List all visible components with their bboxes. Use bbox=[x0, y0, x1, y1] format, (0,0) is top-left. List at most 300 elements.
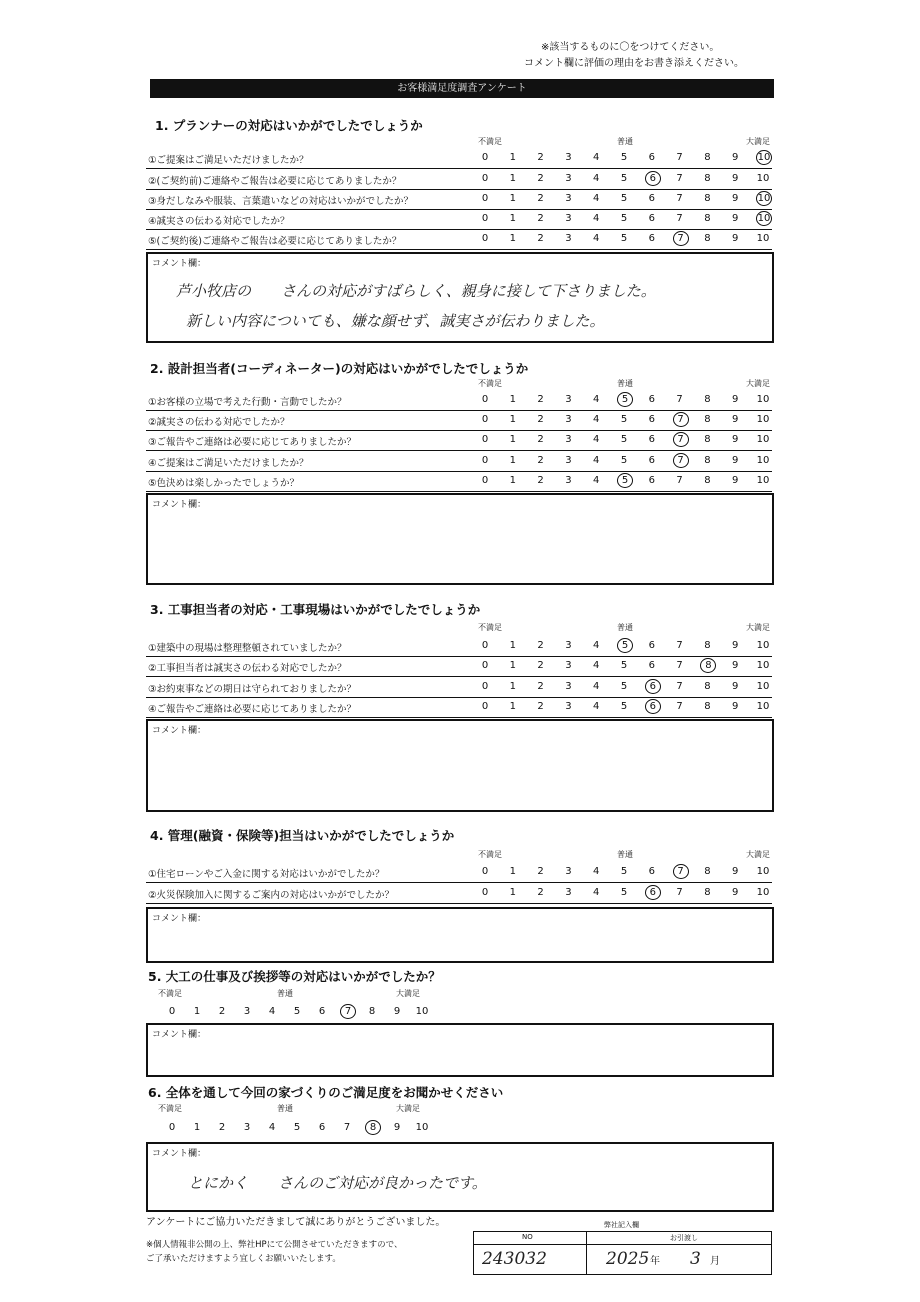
rating-option[interactable]: 6 bbox=[648, 414, 655, 425]
rating-option[interactable]: 1 bbox=[509, 173, 516, 184]
rating-option[interactable]: 8 bbox=[704, 394, 711, 405]
privacy-note-2: ご了承いただけますよう宜しくお願いいたします。 bbox=[146, 1254, 341, 1264]
rating-option[interactable]: 10 bbox=[756, 681, 770, 692]
rating-option[interactable]: 4 bbox=[593, 233, 600, 244]
rating-option[interactable]: 10 bbox=[756, 414, 770, 425]
scale-mid: 普通 bbox=[617, 379, 633, 388]
rating-option[interactable]: 10 bbox=[756, 701, 770, 712]
rating-option[interactable]: 1 bbox=[509, 640, 516, 651]
rating-option[interactable]: 8 bbox=[704, 193, 711, 204]
rating-option[interactable]: 6 bbox=[648, 660, 655, 671]
rating-option[interactable]: 5 bbox=[620, 887, 628, 898]
rating-option[interactable]: 0 bbox=[481, 233, 489, 244]
scale-low: 不満足 bbox=[478, 137, 502, 146]
rating-option-selected[interactable]: 7 bbox=[673, 864, 689, 879]
rating-option-selected[interactable]: 10 bbox=[757, 193, 771, 204]
s2-q2 bbox=[146, 410, 772, 431]
rating-scale[interactable] bbox=[478, 193, 778, 207]
rating-option[interactable]: 8 bbox=[368, 1006, 376, 1017]
scale-low: 不満足 bbox=[478, 379, 502, 388]
rating-option[interactable]: 4 bbox=[593, 681, 600, 692]
rating-option[interactable]: 7 bbox=[676, 701, 683, 712]
section-1-scale bbox=[478, 136, 778, 148]
question-text: ⑤色決めは楽しかったでしょうか？ bbox=[148, 478, 300, 489]
rating-option[interactable]: 10 bbox=[415, 1122, 429, 1133]
rating-option[interactable]: 0 bbox=[481, 414, 489, 425]
question-text: ①建築中の現場は整理整頓されていましたか？ bbox=[148, 643, 347, 654]
scale-high: 大満足 bbox=[396, 989, 420, 998]
scale-high: 大満足 bbox=[746, 623, 770, 632]
rating-option[interactable]: 5 bbox=[620, 660, 628, 671]
rating-option[interactable]: 7 bbox=[676, 394, 683, 405]
rating-option[interactable]: 3 bbox=[565, 414, 572, 425]
rating-option[interactable]: 6 bbox=[318, 1006, 326, 1017]
handover-label: お引渡し bbox=[670, 1234, 698, 1242]
rating-option[interactable]: 9 bbox=[393, 1122, 401, 1133]
rating-option[interactable]: 7 bbox=[676, 213, 683, 224]
rating-option[interactable]: 4 bbox=[268, 1006, 276, 1017]
rating-option[interactable]: 3 bbox=[565, 434, 572, 445]
comment-label: コメント欄： bbox=[152, 500, 207, 510]
rating-option[interactable]: 10 bbox=[756, 640, 770, 651]
thanks-text: アンケートにご協力いただきまして誠にありがとうございました。 bbox=[146, 1217, 446, 1228]
rating-option[interactable]: 3 bbox=[243, 1122, 251, 1133]
rating-option[interactable]: 8 bbox=[704, 213, 711, 224]
rating-option[interactable]: 6 bbox=[648, 213, 655, 224]
rating-option[interactable]: 8 bbox=[704, 866, 711, 877]
rating-option[interactable]: 4 bbox=[593, 213, 600, 224]
rating-option[interactable]: 5 bbox=[620, 681, 628, 692]
rating-option[interactable]: 7 bbox=[676, 152, 683, 163]
rating-option[interactable]: 1 bbox=[509, 681, 516, 692]
rating-option[interactable]: 0 bbox=[168, 1006, 176, 1017]
rating-option[interactable]: 10 bbox=[756, 475, 770, 486]
scale-low: 不満足 bbox=[478, 623, 502, 632]
s1-q3 bbox=[146, 189, 772, 210]
rating-option[interactable]: 5 bbox=[620, 414, 628, 425]
rating-option[interactable]: 10 bbox=[756, 233, 770, 244]
rating-scale[interactable] bbox=[478, 233, 778, 247]
rating-option[interactable]: 7 bbox=[676, 475, 683, 486]
rating-option[interactable]: 3 bbox=[565, 173, 572, 184]
rating-option[interactable]: 10 bbox=[756, 434, 770, 445]
rating-option[interactable]: 1 bbox=[509, 193, 516, 204]
question-text: ⑤(ご契約後)ご連絡やご報告は必要に応じてありましたか？ bbox=[148, 236, 402, 247]
rating-option[interactable]: 6 bbox=[648, 233, 655, 244]
section-1-comment-box[interactable] bbox=[146, 252, 774, 343]
rating-option[interactable]: 1 bbox=[193, 1006, 201, 1017]
s3-q2 bbox=[146, 656, 772, 677]
rating-option[interactable]: 4 bbox=[593, 193, 600, 204]
rating-option[interactable]: 9 bbox=[732, 701, 739, 712]
rating-option-selected[interactable]: 10 bbox=[757, 213, 771, 224]
rating-option[interactable]: 3 bbox=[565, 193, 572, 204]
rating-scale[interactable] bbox=[478, 701, 778, 715]
rating-option-selected[interactable]: 6 bbox=[645, 171, 661, 186]
rating-option-selected[interactable]: 6 bbox=[645, 699, 661, 714]
rating-option[interactable]: 6 bbox=[648, 193, 655, 204]
rating-option[interactable]: 2 bbox=[537, 434, 544, 445]
comment-label: コメント欄： bbox=[152, 1030, 207, 1040]
rating-option[interactable]: 5 bbox=[620, 455, 628, 466]
section-4-title: 4. 管理(融資・保険等)担当はいかがでしたでしょうか bbox=[150, 828, 455, 843]
rating-option[interactable]: 2 bbox=[537, 455, 544, 466]
rating-option[interactable]: 1 bbox=[509, 233, 516, 244]
rating-option[interactable]: 2 bbox=[537, 213, 544, 224]
rating-option[interactable]: 0 bbox=[481, 173, 489, 184]
rating-option[interactable]: 9 bbox=[732, 681, 739, 692]
handwritten-comment-line: とにかく さんのご対応が良かったです。 bbox=[188, 1174, 487, 1192]
rating-option[interactable]: 2 bbox=[537, 475, 544, 486]
rating-option-selected[interactable]: 7 bbox=[673, 432, 689, 447]
s4-q2 bbox=[146, 883, 772, 904]
section-6-comment-box[interactable] bbox=[146, 1142, 774, 1212]
rating-option[interactable]: 10 bbox=[756, 866, 770, 877]
table-header-rule bbox=[474, 1244, 771, 1245]
rating-option[interactable]: 8 bbox=[704, 455, 711, 466]
rating-option[interactable]: 7 bbox=[676, 173, 683, 184]
question-text: ①住宅ローンやご入金に関する対応はいかがでしたか？ bbox=[148, 869, 385, 880]
rating-option-selected[interactable]: 10 bbox=[757, 152, 771, 163]
rating-option[interactable]: 2 bbox=[537, 640, 544, 651]
section-3-scale bbox=[478, 622, 778, 634]
rating-option[interactable]: 4 bbox=[593, 414, 600, 425]
section-4-scale bbox=[478, 849, 778, 861]
rating-option[interactable]: 2 bbox=[537, 701, 544, 712]
section-1-title: 1. プランナーの対応はいかがでしたでしょうか bbox=[155, 118, 423, 133]
section-5-comment-box[interactable] bbox=[146, 1023, 774, 1077]
rating-option[interactable]: 7 bbox=[676, 660, 683, 671]
scale-mid: 普通 bbox=[617, 137, 633, 146]
rating-option[interactable]: 1 bbox=[509, 660, 516, 671]
rating-option[interactable]: 8 bbox=[704, 152, 711, 163]
rating-option[interactable]: 0 bbox=[481, 213, 489, 224]
question-text: ②火災保険加入に関するご案内の対応はいかがでしたか？ bbox=[148, 890, 395, 901]
rating-option-selected[interactable]: 8 bbox=[365, 1120, 381, 1135]
rating-option[interactable]: 5 bbox=[620, 173, 628, 184]
rating-option[interactable]: 3 bbox=[565, 394, 572, 405]
rating-option[interactable]: 4 bbox=[593, 887, 600, 898]
scale-low: 不満足 bbox=[158, 1104, 182, 1113]
rating-scale[interactable] bbox=[478, 152, 778, 166]
rating-scale[interactable] bbox=[478, 660, 778, 674]
table-divider bbox=[586, 1232, 587, 1274]
rating-option[interactable]: 8 bbox=[704, 414, 711, 425]
rating-option[interactable]: 3 bbox=[565, 455, 572, 466]
rating-option[interactable]: 3 bbox=[565, 152, 572, 163]
privacy-note-1: ※個人情報非公開の上、弊社HPにて公開させていただきますので、 bbox=[146, 1240, 403, 1250]
rating-option-selected[interactable]: 7 bbox=[673, 231, 689, 246]
rating-option[interactable]: 3 bbox=[243, 1006, 251, 1017]
s2-q5 bbox=[146, 471, 772, 492]
rating-option[interactable]: 10 bbox=[756, 394, 770, 405]
rating-scale[interactable] bbox=[478, 475, 778, 489]
rating-option[interactable]: 6 bbox=[648, 394, 655, 405]
rating-option[interactable]: 4 bbox=[593, 866, 600, 877]
rating-option[interactable]: 9 bbox=[732, 394, 739, 405]
section-5-rating-scale[interactable] bbox=[165, 1006, 465, 1020]
rating-option[interactable]: 4 bbox=[593, 701, 600, 712]
rating-option[interactable]: 7 bbox=[343, 1122, 351, 1133]
year-unit: 年 bbox=[650, 1256, 660, 1267]
s3-q1 bbox=[146, 636, 772, 657]
rating-option[interactable]: 6 bbox=[648, 640, 655, 651]
question-text: ④誠実さの伝わる対応でしたか？ bbox=[148, 216, 290, 227]
question-text: ②工事担当者は誠実さの伝わる対応でしたか？ bbox=[148, 663, 347, 674]
rating-option[interactable]: 6 bbox=[648, 455, 655, 466]
rating-option[interactable]: 2 bbox=[537, 173, 544, 184]
rating-option[interactable]: 8 bbox=[704, 233, 711, 244]
rating-option[interactable]: 2 bbox=[218, 1006, 226, 1017]
handwritten-comment-line: 新しい内容についても、嫌な顔せず、誠実さが伝わりました。 bbox=[186, 312, 605, 330]
rating-option-selected[interactable]: 6 bbox=[645, 679, 661, 694]
rating-scale[interactable] bbox=[478, 213, 778, 227]
rating-option[interactable]: 6 bbox=[648, 475, 655, 486]
rating-option[interactable]: 1 bbox=[509, 394, 516, 405]
rating-option-selected[interactable]: 5 bbox=[617, 473, 633, 488]
section-5-scale bbox=[158, 988, 458, 1000]
rating-option[interactable]: 3 bbox=[565, 660, 572, 671]
rating-option[interactable]: 0 bbox=[481, 660, 489, 671]
rating-option[interactable]: 4 bbox=[593, 640, 600, 651]
s1-q5 bbox=[146, 229, 772, 250]
rating-option[interactable]: 3 bbox=[565, 640, 572, 651]
rating-option[interactable]: 3 bbox=[565, 213, 572, 224]
rating-option[interactable]: 2 bbox=[537, 681, 544, 692]
section-2-scale bbox=[478, 378, 778, 390]
rating-option[interactable]: 10 bbox=[756, 455, 770, 466]
rating-option-selected[interactable]: 5 bbox=[617, 392, 633, 407]
rating-option[interactable]: 0 bbox=[481, 681, 489, 692]
rating-option[interactable]: 9 bbox=[732, 866, 739, 877]
rating-option[interactable]: 6 bbox=[648, 434, 655, 445]
rating-option[interactable]: 6 bbox=[648, 152, 655, 163]
rating-option[interactable]: 10 bbox=[756, 887, 770, 898]
s1-q1 bbox=[146, 148, 772, 169]
section-6-rating-scale[interactable] bbox=[165, 1122, 465, 1136]
rating-option[interactable]: 9 bbox=[732, 887, 739, 898]
rating-scale[interactable] bbox=[478, 394, 778, 408]
rating-option[interactable]: 1 bbox=[509, 866, 516, 877]
rating-option[interactable]: 0 bbox=[481, 394, 489, 405]
rating-option[interactable]: 9 bbox=[732, 475, 739, 486]
rating-option-selected[interactable]: 5 bbox=[617, 638, 633, 653]
section-6-title: 6. 全体を通して今回の家づくりのご満足度をお聞かせください bbox=[148, 1085, 504, 1100]
rating-option[interactable]: 7 bbox=[676, 887, 683, 898]
rating-option[interactable]: 9 bbox=[732, 193, 739, 204]
scale-high: 大満足 bbox=[746, 850, 770, 859]
comment-label: コメント欄： bbox=[152, 726, 207, 736]
question-text: ①お客様の立場で考えた行動・言動でしたか？ bbox=[148, 397, 347, 408]
s3-q3 bbox=[146, 677, 772, 698]
section-3-title: 3. 工事担当者の対応・工事現場はいかがでしたでしょうか bbox=[150, 602, 481, 617]
section-5-title: 5. 大工の仕事及び挨拶等の対応はいかがでしたか？ bbox=[148, 969, 441, 984]
instruction-1: ※該当するものに〇をつけてください。 bbox=[541, 42, 720, 53]
rating-option[interactable]: 8 bbox=[704, 173, 711, 184]
rating-option[interactable]: 3 bbox=[565, 866, 572, 877]
section-2-title: 2. 設計担当者(コーディネーター)の対応はいかがでしたでしょうか bbox=[150, 361, 529, 376]
question-text: ①ご提案はご満足いただけましたか？ bbox=[148, 155, 309, 166]
section-4-comment-box[interactable] bbox=[146, 907, 774, 963]
rating-option[interactable]: 9 bbox=[732, 173, 739, 184]
rating-option[interactable]: 0 bbox=[481, 887, 489, 898]
rating-option[interactable]: 6 bbox=[648, 866, 655, 877]
rating-option[interactable]: 9 bbox=[732, 640, 739, 651]
rating-option[interactable]: 4 bbox=[593, 455, 600, 466]
s3-q4 bbox=[146, 697, 772, 718]
question-text: ③ご報告やご連絡は必要に応じてありましたか？ bbox=[148, 437, 357, 448]
s2-q3 bbox=[146, 430, 772, 451]
rating-option-selected[interactable]: 7 bbox=[340, 1004, 356, 1019]
rating-option[interactable]: 9 bbox=[732, 414, 739, 425]
scale-mid: 普通 bbox=[277, 1104, 293, 1113]
rating-option[interactable]: 8 bbox=[704, 681, 711, 692]
s1-q2 bbox=[146, 169, 772, 190]
question-text: ④ご報告やご連絡は必要に応じてありましたか？ bbox=[148, 704, 357, 715]
rating-option[interactable]: 1 bbox=[509, 152, 516, 163]
month-value: 3 bbox=[690, 1249, 701, 1269]
rating-option[interactable]: 0 bbox=[481, 866, 489, 877]
rating-option[interactable]: 6 bbox=[318, 1122, 326, 1133]
rating-option[interactable]: 5 bbox=[620, 434, 628, 445]
rating-option[interactable]: 0 bbox=[481, 701, 489, 712]
handwritten-comment-line: 芦小牧店の さんの対応がすばらしく、親身に接して下さりました。 bbox=[176, 282, 656, 300]
rating-option[interactable]: 2 bbox=[537, 193, 544, 204]
section-3-comment-box[interactable] bbox=[146, 719, 774, 812]
rating-option[interactable]: 4 bbox=[593, 152, 600, 163]
rating-option[interactable]: 9 bbox=[732, 233, 739, 244]
rating-option[interactable]: 3 bbox=[565, 233, 572, 244]
rating-option[interactable]: 4 bbox=[268, 1122, 276, 1133]
rating-option[interactable]: 2 bbox=[537, 887, 544, 898]
rating-option[interactable]: 9 bbox=[732, 455, 739, 466]
rating-scale[interactable] bbox=[478, 173, 778, 187]
rating-option[interactable]: 2 bbox=[537, 660, 544, 671]
rating-option[interactable]: 7 bbox=[676, 193, 683, 204]
rating-option[interactable]: 1 bbox=[193, 1122, 201, 1133]
rating-option-selected[interactable]: 6 bbox=[645, 885, 661, 900]
rating-option[interactable]: 2 bbox=[537, 152, 544, 163]
rating-scale[interactable] bbox=[478, 640, 778, 654]
rating-option[interactable]: 9 bbox=[732, 434, 739, 445]
rating-option[interactable]: 1 bbox=[509, 701, 516, 712]
no-value: 243032 bbox=[482, 1249, 547, 1269]
rating-option[interactable]: 10 bbox=[756, 660, 770, 671]
scale-high: 大満足 bbox=[746, 137, 770, 146]
rating-option[interactable]: 10 bbox=[415, 1006, 429, 1017]
rating-option[interactable]: 5 bbox=[293, 1006, 301, 1017]
scale-high: 大満足 bbox=[396, 1104, 420, 1113]
rating-option[interactable]: 0 bbox=[168, 1122, 176, 1133]
rating-option[interactable]: 2 bbox=[537, 394, 544, 405]
section-6-scale bbox=[158, 1103, 458, 1115]
rating-option[interactable]: 8 bbox=[704, 434, 711, 445]
rating-option[interactable]: 3 bbox=[565, 475, 572, 486]
rating-option[interactable]: 3 bbox=[565, 681, 572, 692]
rating-option[interactable]: 5 bbox=[620, 213, 628, 224]
rating-option[interactable]: 1 bbox=[509, 434, 516, 445]
question-text: ③身だしなみや服装、言葉遣いなどの対応はいかがでしたか？ bbox=[148, 196, 414, 207]
rating-scale[interactable] bbox=[478, 681, 778, 695]
rating-option[interactable]: 8 bbox=[704, 887, 711, 898]
rating-option[interactable]: 5 bbox=[620, 193, 628, 204]
rating-option[interactable]: 5 bbox=[620, 233, 628, 244]
rating-option-selected[interactable]: 7 bbox=[673, 453, 689, 468]
rating-option[interactable]: 0 bbox=[481, 475, 489, 486]
rating-option[interactable]: 5 bbox=[293, 1122, 301, 1133]
rating-scale[interactable] bbox=[478, 434, 778, 448]
rating-option[interactable]: 3 bbox=[565, 701, 572, 712]
rating-option[interactable]: 0 bbox=[481, 434, 489, 445]
rating-option[interactable]: 5 bbox=[620, 866, 628, 877]
rating-scale[interactable] bbox=[478, 866, 778, 880]
rating-option[interactable]: 1 bbox=[509, 213, 516, 224]
rating-option[interactable]: 4 bbox=[593, 173, 600, 184]
rating-option[interactable]: 2 bbox=[218, 1122, 226, 1133]
rating-option[interactable]: 9 bbox=[732, 152, 739, 163]
rating-option[interactable]: 2 bbox=[537, 866, 544, 877]
scale-mid: 普通 bbox=[617, 850, 633, 859]
table-header: 弊社記入欄 bbox=[604, 1221, 639, 1229]
s1-q4 bbox=[146, 209, 772, 230]
scale-high: 大満足 bbox=[746, 379, 770, 388]
rating-option-selected[interactable]: 8 bbox=[700, 658, 716, 673]
rating-option[interactable]: 4 bbox=[593, 434, 600, 445]
rating-option[interactable]: 4 bbox=[593, 475, 600, 486]
rating-option[interactable]: 1 bbox=[509, 455, 516, 466]
rating-option[interactable]: 1 bbox=[509, 887, 516, 898]
rating-option[interactable]: 4 bbox=[593, 394, 600, 405]
scale-low: 不満足 bbox=[158, 989, 182, 998]
section-2-comment-box[interactable] bbox=[146, 493, 774, 585]
rating-option[interactable]: 4 bbox=[593, 660, 600, 671]
scale-low: 不満足 bbox=[478, 850, 502, 859]
rating-option[interactable]: 0 bbox=[481, 152, 489, 163]
rating-option[interactable]: 0 bbox=[481, 455, 489, 466]
rating-option[interactable]: 7 bbox=[676, 640, 683, 651]
rating-option[interactable]: 3 bbox=[565, 887, 572, 898]
rating-option[interactable]: 1 bbox=[509, 475, 516, 486]
rating-scale[interactable] bbox=[478, 887, 778, 901]
survey-title: お客様満足度調査アンケート bbox=[150, 79, 774, 98]
rating-option[interactable]: 8 bbox=[704, 640, 711, 651]
rating-scale[interactable] bbox=[478, 455, 778, 469]
comment-label: コメント欄： bbox=[152, 259, 207, 269]
rating-option[interactable]: 8 bbox=[704, 475, 711, 486]
rating-option[interactable]: 0 bbox=[481, 193, 489, 204]
rating-option[interactable]: 8 bbox=[704, 701, 711, 712]
rating-option[interactable]: 9 bbox=[732, 660, 739, 671]
scale-mid: 普通 bbox=[277, 989, 293, 998]
rating-option[interactable]: 7 bbox=[676, 681, 683, 692]
scale-mid: 普通 bbox=[617, 623, 633, 632]
rating-option-selected[interactable]: 7 bbox=[673, 412, 689, 427]
rating-option[interactable]: 2 bbox=[537, 233, 544, 244]
rating-option[interactable]: 5 bbox=[620, 152, 628, 163]
rating-scale[interactable] bbox=[478, 414, 778, 428]
question-text: ②(ご契約前)ご連絡やご報告は必要に応じてありましたか？ bbox=[148, 176, 402, 187]
rating-option[interactable]: 10 bbox=[756, 173, 770, 184]
rating-option[interactable]: 2 bbox=[537, 414, 544, 425]
rating-option[interactable]: 9 bbox=[393, 1006, 401, 1017]
question-text: ②誠実さの伝わる対応でしたか？ bbox=[148, 417, 290, 428]
rating-option[interactable]: 0 bbox=[481, 640, 489, 651]
rating-option[interactable]: 5 bbox=[620, 701, 628, 712]
month-unit: 月 bbox=[710, 1256, 720, 1267]
year-value: 2025 bbox=[606, 1249, 650, 1269]
rating-option[interactable]: 1 bbox=[509, 414, 516, 425]
rating-option[interactable]: 9 bbox=[732, 213, 739, 224]
